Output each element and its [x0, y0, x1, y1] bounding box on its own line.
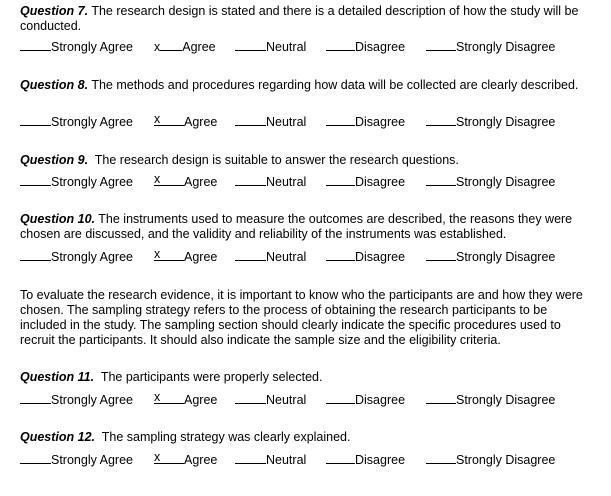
answer-blank[interactable] — [154, 391, 184, 404]
answer-blank[interactable] — [20, 113, 51, 126]
answer-blank[interactable] — [326, 113, 355, 126]
option-agree[interactable]: x Agree — [154, 112, 218, 129]
option-neutral[interactable]: Neutral — [235, 451, 306, 468]
question-text: The research design is suitable to answer the research questions. — [88, 153, 459, 167]
option-strongly-disagree[interactable]: Strongly Disagree — [426, 38, 555, 55]
option-neutral[interactable]: Neutral — [235, 173, 306, 190]
answer-blank[interactable] — [154, 248, 184, 261]
option-strongly-disagree[interactable]: Strongly Disagree — [426, 391, 555, 408]
rating-scale-q12 — [20, 451, 595, 467]
sampling-paragraph — [20, 288, 595, 348]
answer-blank[interactable] — [326, 38, 355, 51]
option-neutral[interactable]: Neutral — [235, 113, 306, 130]
option-agree[interactable]: x Agree — [154, 390, 218, 407]
question-text: The methods and procedures regarding how data will be collected are clearly described. — [88, 78, 579, 92]
answer-blank[interactable] — [235, 391, 266, 404]
answer-blank[interactable] — [154, 113, 184, 126]
answer-mark: x — [154, 172, 161, 186]
answer-blank[interactable] — [235, 173, 266, 186]
paragraph-text: To evaluate the research evidence, it is important to know who the participants are and how they were chosen. The sampling strategy refers to the process of obtaining the research participants to be included in the study. The sampling section should clearly indicate the specific procedures used to recruit the participants. It should also indicate the sample size and the eligibility criteria. — [20, 288, 583, 347]
question-label: Question 11. — [20, 370, 95, 384]
question-text: The participants were properly selected. — [94, 370, 323, 384]
answer-mark: x — [154, 247, 161, 261]
question-text: The research design is stated and there is a detailed description of how the study will be conducted. — [20, 4, 579, 33]
question-8 — [20, 78, 595, 93]
answer-blank[interactable] — [426, 38, 456, 51]
option-strongly-disagree[interactable]: Strongly Disagree — [426, 451, 555, 468]
rating-scale-q9 — [20, 173, 595, 189]
answer-blank[interactable] — [20, 248, 51, 261]
option-strongly-agree[interactable]: Strongly Agree — [20, 451, 133, 468]
answer-blank[interactable] — [20, 391, 51, 404]
answer-blank[interactable] — [426, 248, 456, 261]
answer-blank[interactable] — [326, 173, 355, 186]
answer-blank[interactable] — [426, 391, 456, 404]
answer-blank[interactable] — [160, 38, 182, 51]
rating-scale-q7 — [20, 38, 595, 54]
option-disagree[interactable]: Disagree — [326, 248, 405, 265]
option-disagree[interactable]: Disagree — [326, 113, 405, 130]
rating-scale-q11 — [20, 391, 595, 407]
option-strongly-agree[interactable]: Strongly Agree — [20, 113, 133, 130]
answer-blank[interactable] — [20, 173, 51, 186]
answer-blank[interactable] — [235, 113, 266, 126]
answer-mark: x — [154, 390, 161, 404]
option-strongly-agree[interactable]: Strongly Agree — [20, 248, 133, 265]
option-disagree[interactable]: Disagree — [326, 391, 405, 408]
answer-blank[interactable] — [20, 451, 51, 464]
rating-scale-q8 — [20, 113, 595, 129]
option-strongly-agree[interactable]: Strongly Agree — [20, 173, 133, 190]
answer-blank[interactable] — [235, 38, 266, 51]
answer-blank[interactable] — [426, 451, 456, 464]
answer-blank[interactable] — [20, 38, 51, 51]
option-disagree[interactable]: Disagree — [326, 173, 405, 190]
answer-blank[interactable] — [235, 451, 266, 464]
answer-blank[interactable] — [154, 451, 184, 464]
rating-scale-q10 — [20, 248, 595, 264]
question-10 — [20, 212, 595, 242]
answer-blank[interactable] — [154, 173, 184, 186]
answer-mark: x — [154, 112, 161, 126]
answer-blank[interactable] — [426, 113, 456, 126]
option-agree[interactable]: x Agree — [154, 172, 218, 189]
question-text: The instruments used to measure the outcomes are described, the reasons they were chosen are discussed, and the validity and reliability of the instruments was established. — [20, 212, 573, 241]
answer-blank[interactable] — [426, 173, 456, 186]
question-7 — [20, 4, 595, 34]
option-agree[interactable]: x Agree — [154, 450, 218, 467]
option-strongly-disagree[interactable]: Strongly Disagree — [426, 248, 555, 265]
answer-mark: x — [154, 450, 161, 464]
option-disagree[interactable]: Disagree — [326, 38, 405, 55]
question-9 — [20, 153, 595, 168]
answer-blank[interactable] — [235, 248, 266, 261]
question-11 — [20, 370, 595, 385]
question-12 — [20, 430, 595, 445]
option-strongly-disagree[interactable]: Strongly Disagree — [426, 173, 555, 190]
option-neutral[interactable]: Neutral — [235, 248, 306, 265]
option-agree[interactable]: x Agree — [154, 40, 216, 54]
option-neutral[interactable]: Neutral — [235, 38, 306, 55]
answer-blank[interactable] — [326, 451, 355, 464]
answer-blank[interactable] — [326, 248, 355, 261]
option-strongly-agree[interactable]: Strongly Agree — [20, 38, 133, 55]
question-label: Question 7. — [20, 4, 89, 18]
option-strongly-agree[interactable]: Strongly Agree — [20, 391, 133, 408]
option-agree[interactable]: x Agree — [154, 247, 218, 264]
question-text: The sampling strategy was clearly explained. — [95, 430, 351, 444]
question-label: Question 9. — [20, 153, 89, 167]
option-disagree[interactable]: Disagree — [326, 451, 405, 468]
answer-blank[interactable] — [326, 391, 355, 404]
question-label: Question 12. — [20, 430, 96, 444]
option-strongly-disagree[interactable]: Strongly Disagree — [426, 113, 555, 130]
option-neutral[interactable]: Neutral — [235, 391, 306, 408]
question-label: Question 8. — [20, 78, 89, 92]
answer-mark: x — [154, 40, 161, 54]
question-label: Question 10. — [20, 212, 96, 226]
